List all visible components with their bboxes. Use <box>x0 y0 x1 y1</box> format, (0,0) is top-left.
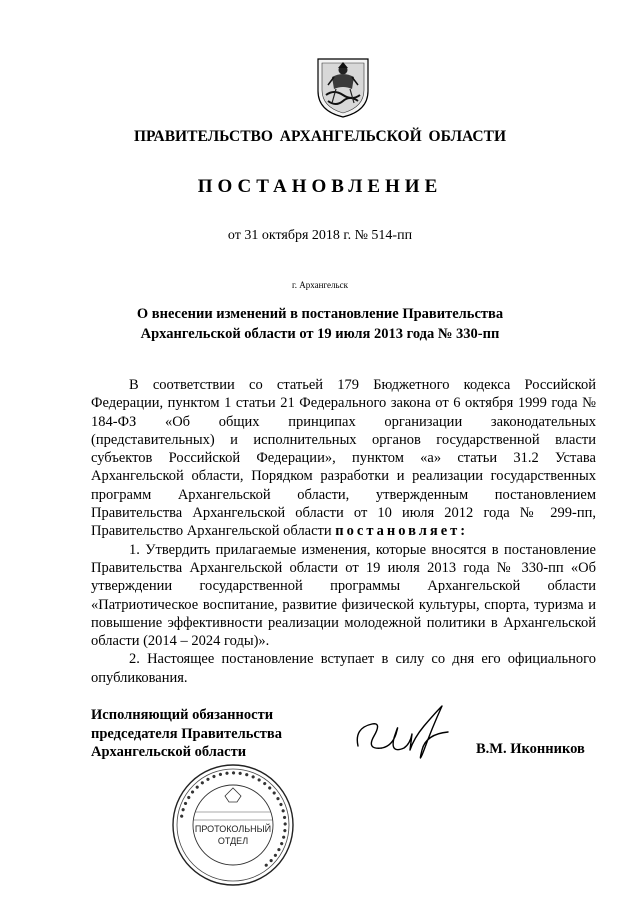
protocol-department-seal <box>170 762 296 888</box>
document-type-title: ПОСТАНОВЛЕНИЕ <box>197 176 443 197</box>
item-2-paragraph: 2. Настоящее постановление вступает в силу со дня его официального опубликования. <box>91 651 596 686</box>
seal-center-text-1: ПРОТОКОЛЬНЫЙ <box>194 824 272 834</box>
signer-position-line-1: Исполняющий обязанности <box>91 707 274 723</box>
signer-position-line-2: председателя Правительства <box>91 725 283 742</box>
government-title: ПРАВИТЕЛЬСТВО АРХАНГЕЛЬСКОЙ ОБЛАСТИ <box>133 128 506 145</box>
document-subject <box>0 304 640 344</box>
seal-ring-text: ● ● ● ● ● ● ● ● ● ● ● ● ● ● ● ● ● ● ● ● ● ● ● ● ● ● ● ● ● ● ● <box>176 767 291 871</box>
subject-line-1: О внесении изменений в постановление Правительства <box>136 306 504 322</box>
document-body <box>91 376 596 687</box>
signer-position-line-3: Архангельской области <box>91 744 247 760</box>
decree-word: постановляет: <box>335 523 469 540</box>
document-city: г. Архангельск <box>292 280 348 290</box>
seal-emblem-icon <box>225 788 241 802</box>
intro-paragraph <box>91 376 596 541</box>
document-date-number: от 31 октября 2018 г. № 514-пп <box>227 228 413 243</box>
intro-text: В соответствии со статьей 179 Бюджетного кодекса Российской Федерации, пунктом 1 статьи 21 Федерального закона от 6 октября 1999 года № 184-ФЗ «Об общих принципах организации законодательных (представительных) и исполнительных органов государственной власти субъектов Российской Федерации», пунктом «а» статьи 31.2 Устава Архангельской области, Порядком разработки и реализации государственных программ Архангельской области, утвержденным постановлением Правительства Архангельской области от 10 июля 2012 года № 299-пп, Правительство Архангельской области <box>91 377 596 540</box>
item-1-paragraph: 1. Утвердить прилагаемые изменения, которые вносятся в постановление Правительства Архангельской области от 19 июля 2013 года № 330-пп «Об утверждении государственной программы Архангельской области «Патриотическое воспитание, развитие физической культуры, спорта, туризма и повышение эффективности реализации молодежной политики в Архангельской области (2014 – 2024 годы)». <box>91 541 596 650</box>
seal-center-text-2: ОТДЕЛ <box>217 836 249 846</box>
signer-name: В.М. Иконников <box>476 741 585 757</box>
coat-of-arms-icon <box>314 55 372 119</box>
subject-line-2: Архангельской области от 19 июля 2013 года № 330-пп <box>140 326 500 342</box>
handwritten-signature <box>352 698 462 768</box>
signer-position <box>91 706 282 762</box>
